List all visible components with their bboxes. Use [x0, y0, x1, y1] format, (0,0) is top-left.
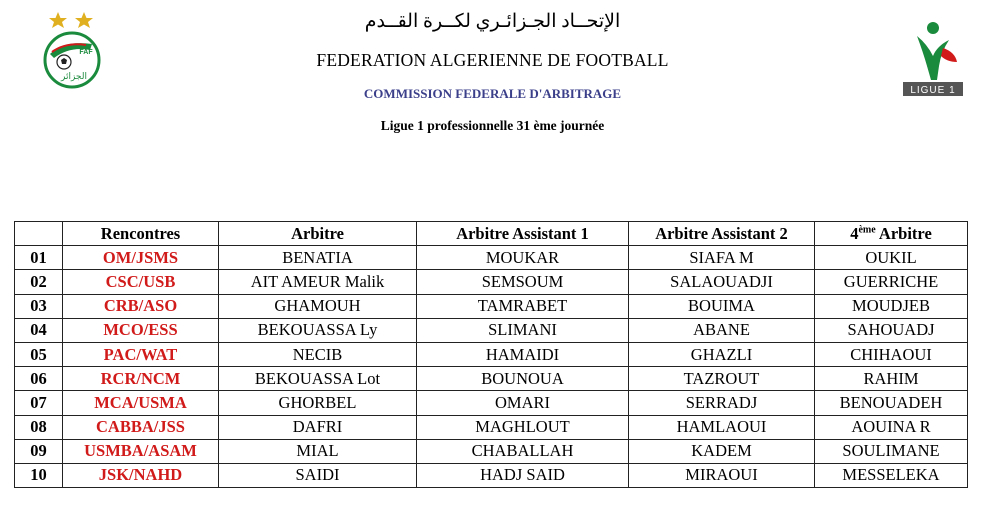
- arbitre-cell: SAIDI: [219, 463, 417, 487]
- table-row: [15, 342, 968, 366]
- match-cell: PAC/WAT: [63, 342, 219, 366]
- assistant-2-cell: ABANE: [629, 318, 815, 342]
- arbitre-cell: DAFRI: [219, 415, 417, 439]
- assistant-2-cell: BOUIMA: [629, 294, 815, 318]
- table-row: [15, 415, 968, 439]
- arbitre-cell: GHAMOUH: [219, 294, 417, 318]
- assistant-2-cell: HAMLAOUI: [629, 415, 815, 439]
- match-cell: MCO/ESS: [63, 318, 219, 342]
- row-number: 04: [15, 318, 63, 342]
- arbitre-cell: MIAL: [219, 439, 417, 463]
- header-arbitre: Arbitre: [219, 222, 417, 246]
- arbitre-cell: AIT AMEUR Malik: [219, 270, 417, 294]
- table-row: [15, 270, 968, 294]
- assistant-2-cell: MIRAOUI: [629, 463, 815, 487]
- assistant-2-cell: SALAOUADJI: [629, 270, 815, 294]
- fourth-arbitre-cell: AOUINA R: [815, 415, 968, 439]
- table-row: [15, 367, 968, 391]
- row-number: 09: [15, 439, 63, 463]
- fourth-arbitre-cell: BENOUADEH: [815, 391, 968, 415]
- match-cell: JSK/NAHD: [63, 463, 219, 487]
- assistant-1-cell: MOUKAR: [417, 246, 629, 270]
- row-number: 06: [15, 367, 63, 391]
- assistant-2-cell: SERRADJ: [629, 391, 815, 415]
- arabic-federation-title: الإتحــاد الجـزائـري لكــرة القــدم: [364, 11, 621, 32]
- table-row: [15, 294, 968, 318]
- arbitre-cell: BEKOUASSA Ly: [219, 318, 417, 342]
- match-cell: OM/JSMS: [63, 246, 219, 270]
- table-row: [15, 391, 968, 415]
- assistant-1-cell: OMARI: [417, 391, 629, 415]
- assistant-1-cell: MAGHLOUT: [417, 415, 629, 439]
- table-row: [15, 439, 968, 463]
- fourth-arbitre-cell: SAHOUADJ: [815, 318, 968, 342]
- fourth-arbitre-cell: SOULIMANE: [815, 439, 968, 463]
- table-header-row: [15, 222, 968, 246]
- header-number: [15, 222, 63, 246]
- match-cell: MCA/USMA: [63, 391, 219, 415]
- header-fourth-arbitre: 4ème Arbitre: [815, 222, 968, 246]
- fourth-arbitre-cell: MOUDJEB: [815, 294, 968, 318]
- table-row: [15, 318, 968, 342]
- assistant-1-cell: SEMSOUM: [417, 270, 629, 294]
- match-cell: CSC/USB: [63, 270, 219, 294]
- ligue1-label: LIGUE 1: [910, 85, 956, 96]
- fourth-arbitre-cell: GUERRICHE: [815, 270, 968, 294]
- arbitre-cell: NECIB: [219, 342, 417, 366]
- arbitre-cell: GHORBEL: [219, 391, 417, 415]
- assistant-1-cell: CHABALLAH: [417, 439, 629, 463]
- fourth-arbitre-cell: MESSELEKA: [815, 463, 968, 487]
- row-number: 08: [15, 415, 63, 439]
- row-number: 07: [15, 391, 63, 415]
- row-number: 05: [15, 342, 63, 366]
- arbitre-cell: BENATIA: [219, 246, 417, 270]
- table-row: [15, 463, 968, 487]
- assistant-1-cell: BOUNOUA: [417, 367, 629, 391]
- assistant-1-cell: HAMAIDI: [417, 342, 629, 366]
- table-row: [15, 246, 968, 270]
- header-rencontres: Rencontres: [63, 222, 219, 246]
- assistant-1-cell: SLIMANI: [417, 318, 629, 342]
- match-cell: CABBA/JSS: [63, 415, 219, 439]
- assistant-1-cell: TAMRABET: [417, 294, 629, 318]
- fourth-arbitre-cell: CHIHAOUI: [815, 342, 968, 366]
- federation-title: FEDERATION ALGERIENNE DE FOOTBALL: [316, 50, 669, 70]
- header-assistant-2: Arbitre Assistant 2: [629, 222, 815, 246]
- assistant-2-cell: KADEM: [629, 439, 815, 463]
- assistant-2-cell: GHAZLI: [629, 342, 815, 366]
- row-number: 03: [15, 294, 63, 318]
- row-number: 10: [15, 463, 63, 487]
- commission-title: COMMISSION FEDERALE D'ARBITRAGE: [363, 86, 622, 101]
- match-cell: RCR/NCM: [63, 367, 219, 391]
- referee-assignments-table: [14, 221, 968, 488]
- fourth-arbitre-cell: OUKIL: [815, 246, 968, 270]
- assistant-1-cell: HADJ SAID: [417, 463, 629, 487]
- arbitre-cell: BEKOUASSA Lot: [219, 367, 417, 391]
- header-assistant-1: Arbitre Assistant 1: [417, 222, 629, 246]
- row-number: 02: [15, 270, 63, 294]
- round-subtitle: Ligue 1 professionnelle 31 ème journée: [380, 118, 605, 133]
- faf-abbrev: FAF: [79, 49, 93, 56]
- faf-arabic-text: الجزائر: [61, 72, 87, 82]
- match-cell: USMBA/ASAM: [63, 439, 219, 463]
- assistant-2-cell: TAZROUT: [629, 367, 815, 391]
- fourth-arbitre-cell: RAHIM: [815, 367, 968, 391]
- assistant-2-cell: SIAFA M: [629, 246, 815, 270]
- row-number: 01: [15, 246, 63, 270]
- match-cell: CRB/ASO: [63, 294, 219, 318]
